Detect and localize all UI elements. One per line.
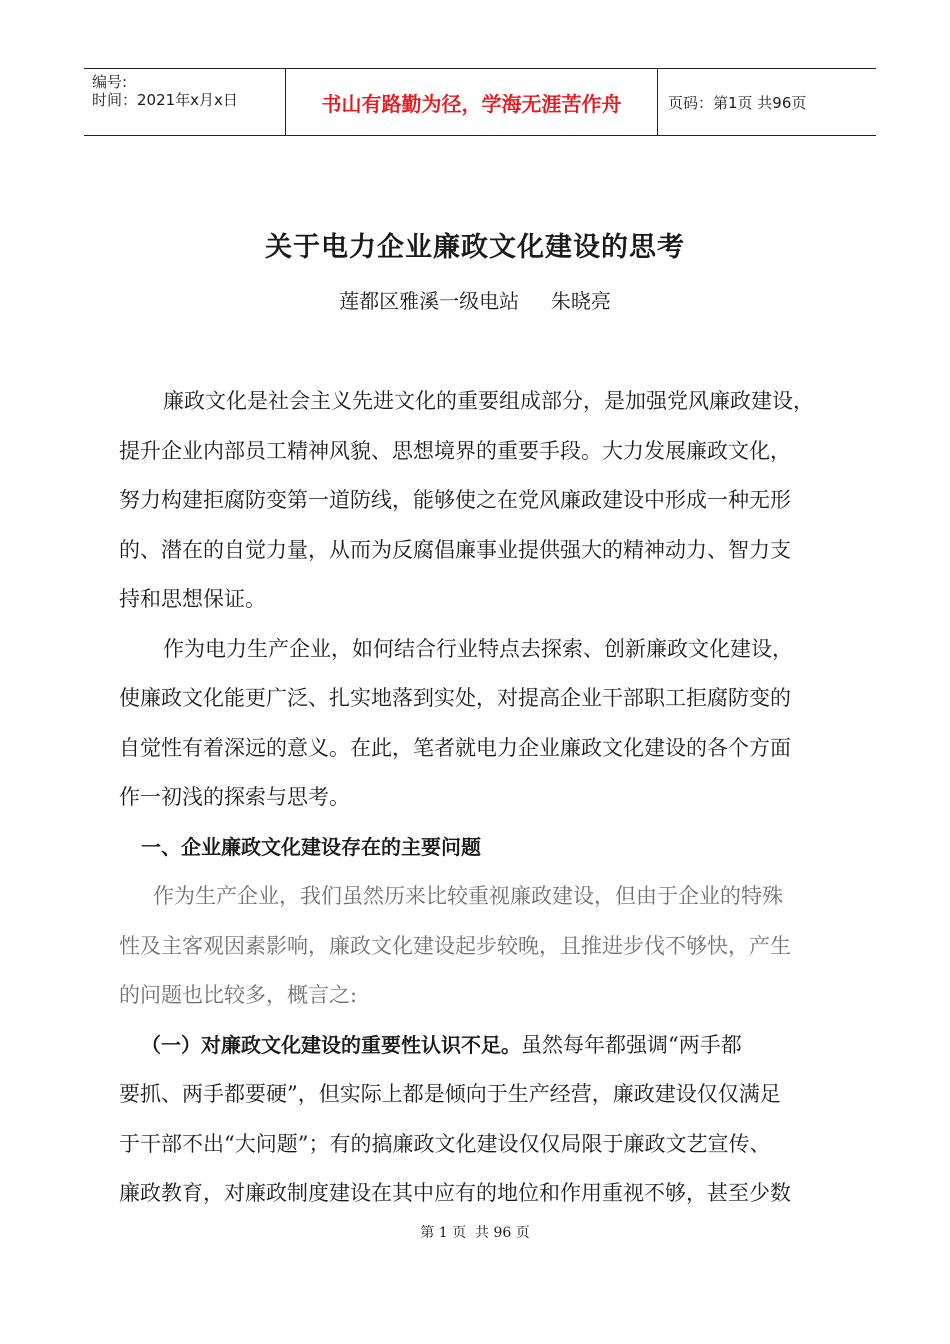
text-line: 于干部不出“大问题”；有的搞廉政文化建设仅仅局限于廉政文艺宣传、 bbox=[119, 1131, 771, 1156]
page-footer: 第 1 页 共 96 页 bbox=[420, 1225, 530, 1241]
text-span: 虽然每年都强调“两手都 bbox=[521, 1032, 742, 1057]
header-table bbox=[84, 68, 876, 136]
paragraph-1 bbox=[119, 377, 839, 625]
header-page-code: 页码：第1页 共96页 bbox=[668, 93, 807, 112]
section-heading: 一、企业廉政文化建设存在的主要问题 bbox=[141, 834, 481, 859]
subsection-heading: （一）对廉政文化建设的重要性认识不足。 bbox=[141, 1032, 521, 1057]
text-line: 作一初浅的探索与思考。 bbox=[119, 785, 350, 809]
text-line: 自觉性有着深远的意义。在此，笔者就电力企业廉政文化建设的各个方面 bbox=[119, 735, 791, 760]
text-line: 努力构建拒腐防变第一道防线，能够使之在党风廉政建设中形成一种无形 bbox=[119, 488, 791, 512]
time-label: 时间：2021年x月x日 bbox=[92, 91, 238, 109]
text-line: 的问题也比较多，概言之: bbox=[119, 983, 358, 1007]
document-title: 关于电力企业廉政文化建设的思考 bbox=[265, 232, 685, 263]
paragraph-2 bbox=[119, 625, 839, 823]
text-line: 作为电力生产企业，如何结合行业特点去探索、创新廉政文化建设， bbox=[163, 636, 793, 661]
text-line: 使廉政文化能更广泛、扎实地落到实处，对提高企业干部职工拒腐防变的 bbox=[119, 686, 791, 710]
text-line: 的、潜在的自觉力量，从而为反腐倡廉事业提供强大的精神动力、智力支 bbox=[119, 537, 791, 562]
paragraph-3 bbox=[119, 872, 839, 1021]
header-motto: 书山有路勤为径，学海无涯苦作舟 bbox=[285, 69, 658, 135]
text-line: 廉政教育，对廉政制度建设在其中应有的地位和作用重视不够，甚至少数 bbox=[119, 1181, 791, 1205]
text-line: 作为生产企业，我们虽然历来比较重视廉政建设，但由于企业的特殊 bbox=[153, 884, 783, 908]
document-body bbox=[119, 377, 839, 1219]
header-meta bbox=[84, 69, 285, 135]
document-author: 莲都区雅溪一级电站 朱晓亮 bbox=[339, 289, 611, 313]
text-line bbox=[119, 1021, 839, 1071]
text-line: 提升企业内部员工精神风貌、思想境界的重要手段。大力发展廉政文化， bbox=[119, 438, 791, 463]
text-line: 持和思想保证。 bbox=[119, 587, 266, 611]
paragraph-4 bbox=[119, 1021, 839, 1219]
text-line: 廉政文化是社会主义先进文化的重要组成部分，是加强党风廉政建设， bbox=[163, 389, 814, 413]
text-line: 要抓、两手都要硬”，但实际上都是倾向于生产经营，廉政建设仅仅满足 bbox=[119, 1082, 781, 1106]
text-line: 性及主客观因素影响，廉政文化建设起步较晚，且推进步伐不够快，产生 bbox=[119, 933, 791, 958]
number-label: 编号: bbox=[92, 73, 128, 91]
